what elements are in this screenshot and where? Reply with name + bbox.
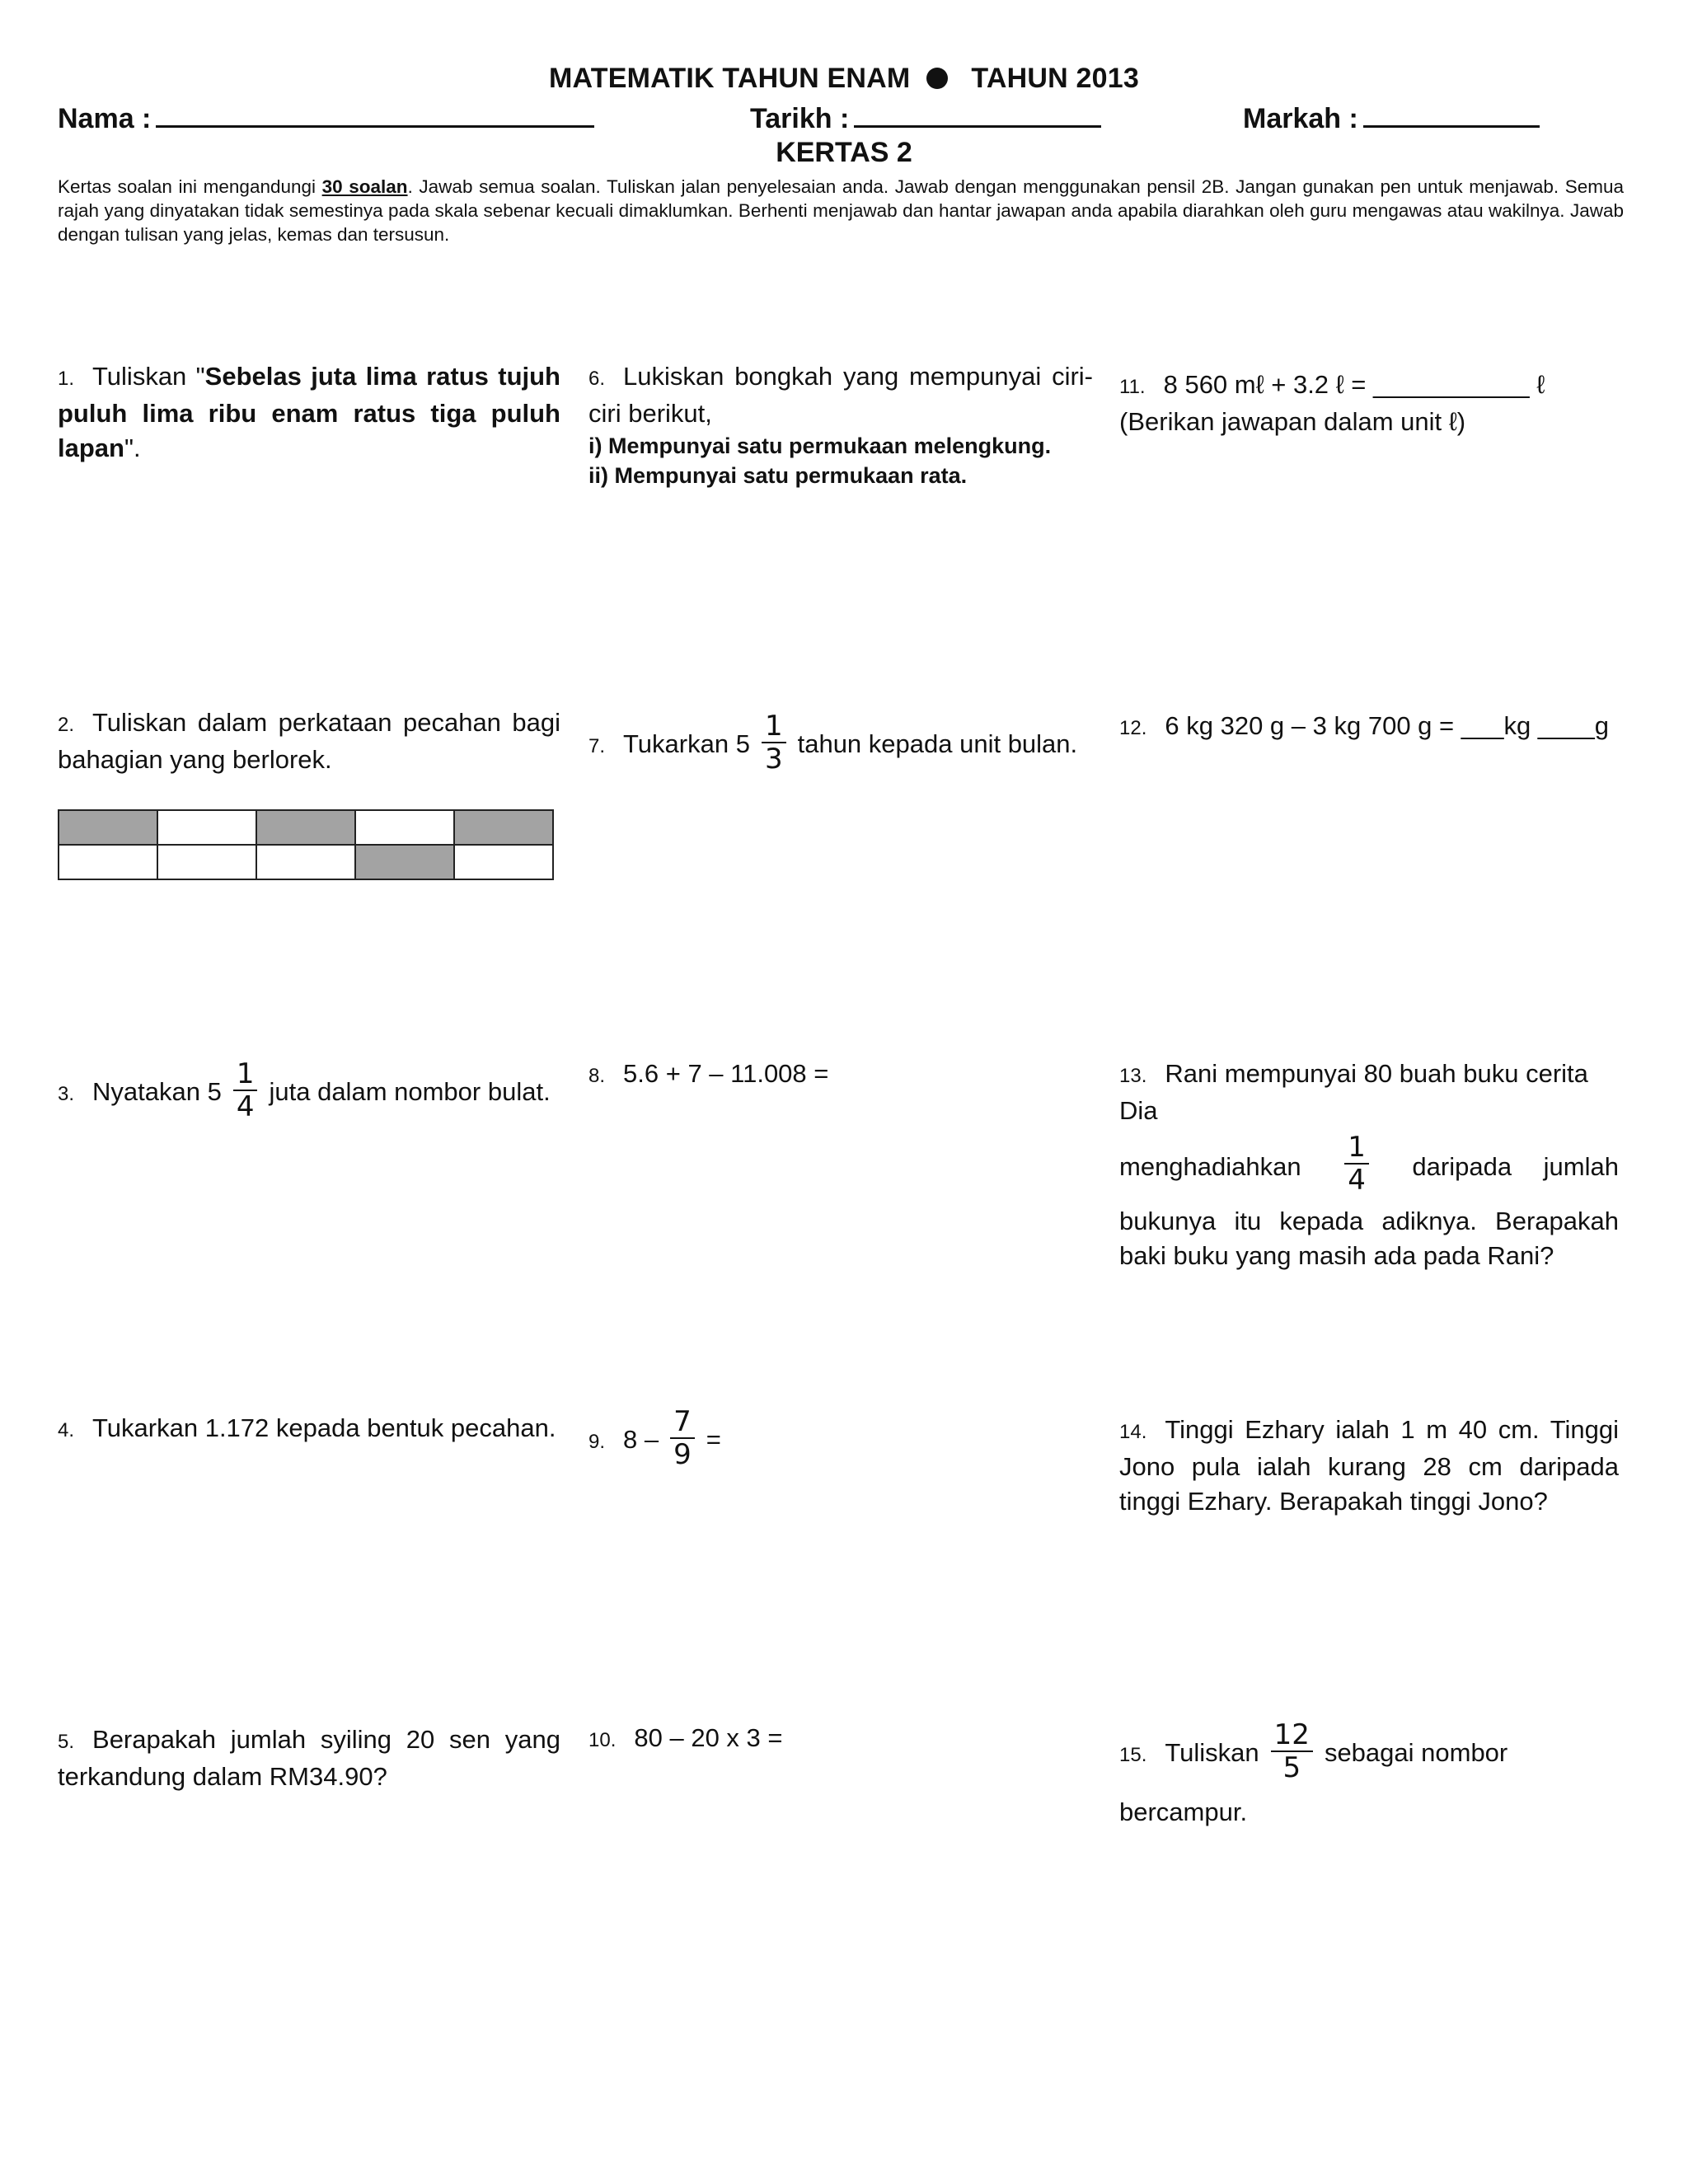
grid-cell-shaded (59, 810, 157, 845)
nama-label: Nama : (58, 103, 152, 134)
grid-cell-shaded (454, 810, 553, 845)
grid-cell (157, 845, 256, 879)
grid-cell (59, 845, 157, 879)
question-2: 2. Tuliskan dalam perkataan pecahan bagi bahagian yang berlorek. (58, 708, 560, 774)
criterion-2: ii) Mempunyai satu permukaan rata. (588, 463, 968, 488)
question-3: 3. Nyatakan 5 $\frac{1}{4}$ juta dalam nombor bulat. (58, 1057, 551, 1123)
tarikh-field (750, 102, 1101, 135)
question-4: 4. Tukarkan 1.172 kepada bentuk pecahan. (58, 1413, 556, 1442)
markah-blank[interactable] (1363, 102, 1540, 128)
grid-cell (355, 810, 454, 845)
grid-row (59, 845, 553, 879)
grid-cell (157, 810, 256, 845)
grid-cell (256, 845, 355, 879)
bullet-dot-icon (926, 68, 948, 89)
fraction: $\frac{1}{4}$ (1344, 1132, 1369, 1196)
paper-label: KERTAS 2 (776, 137, 912, 168)
instructions: Kertas soalan ini mengandungi 30 soalan. Jawab semua soalan. Tuliskan jalan penyelesaian anda. Jawab dengan menggunakan pensil 2B. Jangan gunakan pen untuk menjawab. Semua rajah yang dinyatakan tidak semestinya pada skala sebenar kecuali dimaklumkan. Berhenti menjawab dan hantar jawapan anda apabila diarahkan oleh guru mengawas atau wakilnya. Jawab dengan tulisan yang jelas, kemas dan tersusun. (58, 176, 1624, 245)
fraction-line: menghadiahkan $\frac{1}{4}$ daripada jumlah (1119, 1131, 1619, 1197)
shaded-grid (58, 809, 554, 880)
unit-note: (Berikan jawapan dalam unit ℓ) (1119, 407, 1466, 436)
question-6: 6. Lukiskan bongkah yang mempunyai ciri-ciri berikut, i) Mempunyai satu permukaan melengkung. ii) Mempunyai satu permukaan rata. (588, 359, 1093, 490)
question-9: 9. 8 – $\frac{7}{9}$ = (588, 1405, 721, 1471)
question-count: 30 soalan (321, 176, 408, 197)
nama-field (58, 102, 594, 135)
fraction: $\frac{1}{3}$ (762, 710, 786, 775)
fraction: $\frac{7}{9}$ (670, 1406, 695, 1470)
grid-row (59, 810, 553, 845)
fraction: $\frac{12}{5}$ (1271, 1719, 1313, 1783)
number-words: Sebelas juta lima ratus tujuh puluh lima ribu enam ratus tiga puluh lapan (58, 362, 560, 462)
criterion-1: i) Mempunyai satu permukaan melengkung. (588, 434, 1052, 458)
title-subject: MATEMATIK TAHUN ENAM (549, 63, 911, 94)
question-10: 10. 80 – 20 x 3 = (588, 1723, 783, 1752)
nama-blank[interactable] (156, 102, 594, 128)
markah-field (1243, 102, 1540, 135)
markah-label: Markah : (1243, 103, 1358, 134)
tarikh-label: Tarikh : (750, 103, 850, 134)
title-year: TAHUN 2013 (971, 63, 1139, 94)
question-8: 8. 5.6 + 7 – 11.008 = (588, 1059, 829, 1088)
question-15: 15. Tuliskan $\frac{12}{5}$ sebagai nombor bercampur. (1119, 1718, 1508, 1826)
tarikh-blank[interactable] (854, 102, 1101, 128)
question-13: 13. Rani mempunyai 80 buah buku cerita Dia menghadiahkan $\frac{1}{4}$ daripada jumlah bukunya itu kepada adiknya. Berapakah baki buku yang masih ada pada Rani? (1119, 1059, 1619, 1270)
question-14: 14. Tinggi Ezhary ialah 1 m 40 cm. Tinggi Jono pula ialah kurang 28 cm daripada tinggi Ezhary. Berapakah tinggi Jono? (1119, 1415, 1619, 1516)
question-11: 11. 8 560 mℓ + 3.2 ℓ = ___________ ℓ (Berikan jawapan dalam unit ℓ) (1119, 368, 1630, 439)
question-5: 5. Berapakah jumlah syiling 20 sen yang terkandung dalam RM34.90? (58, 1725, 560, 1791)
question-7: 7. Tukarkan 5 $\frac{1}{3}$ tahun kepada unit bulan. (588, 710, 1078, 776)
question-1: 1. Tuliskan "Sebelas juta lima ratus tujuh puluh lima ribu enam ratus tiga puluh lapan". (58, 362, 560, 462)
question-12: 12. 6 kg 320 g – 3 kg 700 g = ___kg ____g (1119, 711, 1610, 740)
grid-cell-shaded (355, 845, 454, 879)
fraction: $\frac{1}{4}$ (233, 1058, 258, 1122)
exam-title (0, 63, 1688, 95)
grid-cell (454, 845, 553, 879)
grid-cell-shaded (256, 810, 355, 845)
